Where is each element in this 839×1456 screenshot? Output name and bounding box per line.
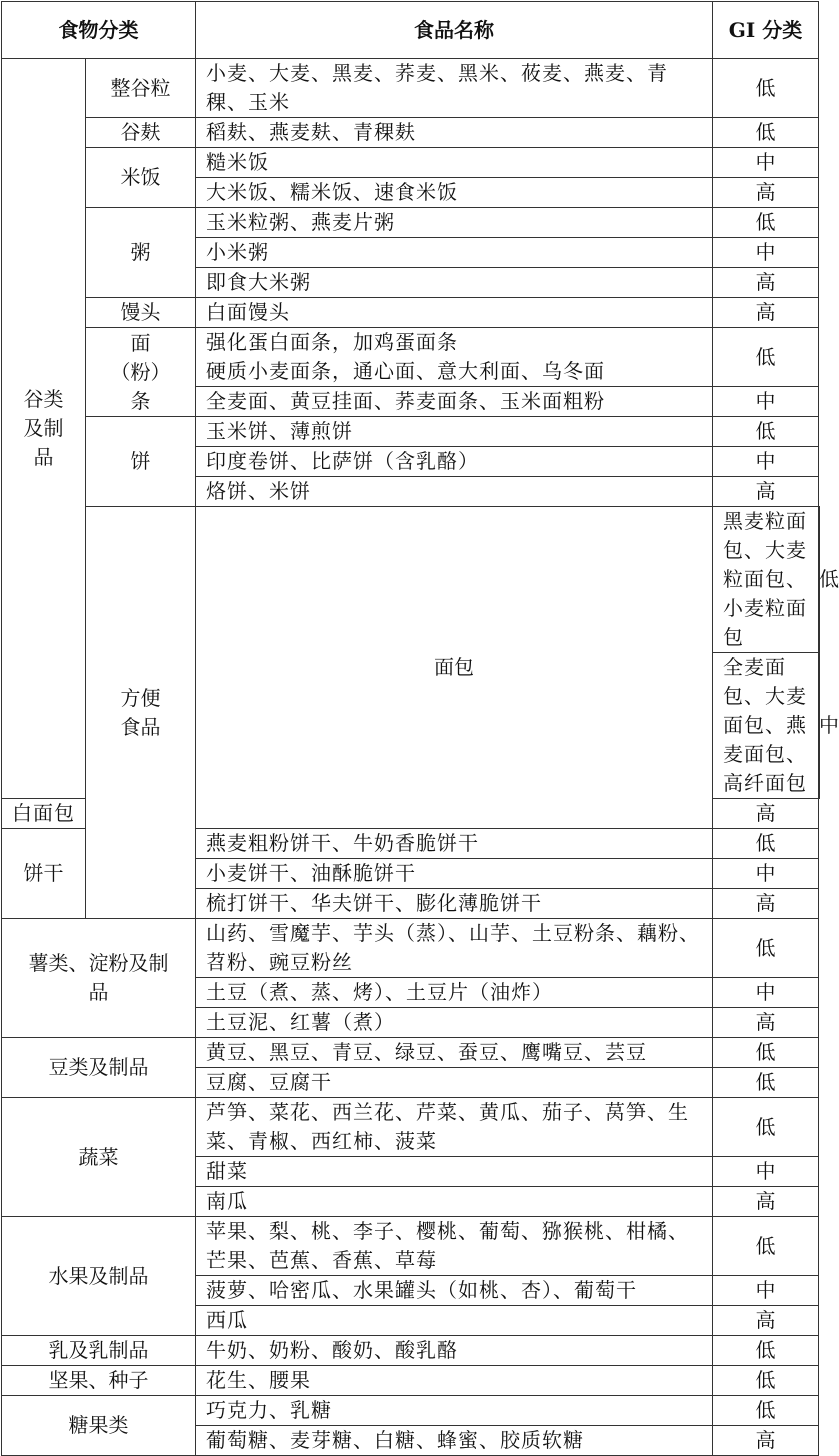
- gi-cell: 低: [713, 328, 819, 387]
- category-line: 方便: [120, 685, 161, 710]
- header-row: [2, 2, 820, 59]
- food-cell: 南瓜: [196, 1187, 713, 1217]
- header-category: 食物分类: [2, 2, 196, 59]
- food-cell: 全麦面包、大麦面包、燕麦面包、高纤面包: [713, 653, 819, 799]
- gi-cell: 低: [713, 919, 819, 978]
- subcategory-line: 面: [130, 330, 151, 355]
- category-line: 及制: [23, 416, 64, 440]
- gi-cell: 低: [713, 1396, 819, 1426]
- food-cell: 苹果、梨、桃、李子、樱桃、葡萄、猕猴桃、柑橘、芒果、芭蕉、香蕉、草莓: [196, 1217, 713, 1276]
- food-cell: 葡萄糖、麦芽糖、白糖、蜂蜜、胶质软糖: [196, 1426, 713, 1456]
- category-line: 谷类: [23, 387, 64, 411]
- subcategory-biscuit: 饼干: [2, 829, 86, 919]
- category-fruits: 水果及制品: [2, 1217, 196, 1336]
- food-cell: 巧克力、乳糖: [196, 1396, 713, 1426]
- table-row: [2, 1396, 820, 1426]
- food-cell: 燕麦粗粉饼干、牛奶香脆饼干: [196, 829, 713, 859]
- food-cell: 稻麸、燕麦麸、青稞麸: [196, 118, 713, 148]
- gi-cell: 中: [713, 1276, 819, 1306]
- gi-cell: 中: [713, 447, 819, 477]
- gi-cell: 高: [713, 178, 819, 208]
- gi-cell: 中: [713, 1157, 819, 1187]
- category-candy: 糖果类: [2, 1396, 196, 1456]
- category-line: 品: [33, 445, 54, 469]
- gi-cell: 高: [713, 1008, 819, 1038]
- table-row: [2, 118, 820, 148]
- gi-cell: 高: [713, 1306, 819, 1336]
- gi-cell: 高: [713, 268, 819, 298]
- food-cell: 糙米饭: [196, 148, 713, 178]
- gi-cell: 低: [713, 208, 819, 238]
- category-line: 食品: [120, 714, 161, 739]
- food-cell: 白面包: [2, 799, 86, 829]
- food-line: 强化蛋白面条，加鸡蛋面条: [206, 330, 458, 354]
- food-cell: [196, 328, 713, 387]
- subcategory-line: （粉）: [110, 359, 171, 384]
- table-row: [2, 507, 820, 653]
- food-cell: 土豆泥、红薯（煮）: [196, 1008, 713, 1038]
- subcategory-rice: 米饭: [86, 148, 196, 208]
- gi-cell: 高: [713, 889, 819, 919]
- category-tubers: [2, 919, 196, 1038]
- gi-cell: 低: [713, 417, 819, 447]
- food-cell: 白面馒头: [196, 298, 713, 328]
- subcategory-whole-grain: 整谷粒: [86, 59, 196, 118]
- gi-cell: 中: [713, 148, 819, 178]
- gi-cell: 低: [713, 118, 819, 148]
- food-cell: 西瓜: [196, 1306, 713, 1336]
- food-cell: 豆腐、豆腐干: [196, 1068, 713, 1098]
- gi-cell: 低: [713, 829, 819, 859]
- subcategory-noodle: [86, 328, 196, 417]
- category-legumes: 豆类及制品: [2, 1038, 196, 1098]
- food-cell: 小麦、大麦、黑麦、荞麦、黑米、莜麦、燕麦、青稞、玉米: [196, 59, 713, 118]
- gi-cell: 高: [713, 1187, 819, 1217]
- gi-cell: 低: [713, 1038, 819, 1068]
- food-cell: 牛奶、奶粉、酸奶、酸乳酪: [196, 1336, 713, 1366]
- table-row: [2, 417, 820, 447]
- gi-cell: 低: [713, 1217, 819, 1276]
- food-cell: 甜菜: [196, 1157, 713, 1187]
- subcategory-porridge: 粥: [86, 208, 196, 298]
- food-cell: 花生、腰果: [196, 1366, 713, 1396]
- food-cell: 小麦饼干、油酥脆饼干: [196, 859, 713, 889]
- subcategory-bread: 面包: [196, 507, 713, 829]
- gi-cell: 高: [713, 477, 819, 507]
- table-row: [2, 1336, 820, 1366]
- gi-cell: 低: [713, 59, 819, 118]
- food-cell: 黑麦粒面包、大麦粒面包、小麦粒面包: [713, 507, 819, 653]
- table-row: [2, 1098, 820, 1157]
- subcategory-mantou: 馒头: [86, 298, 196, 328]
- table-row: [2, 919, 820, 978]
- gi-cell: 低: [713, 1068, 819, 1098]
- table-row: [2, 1217, 820, 1276]
- food-cell: 小米粥: [196, 238, 713, 268]
- gi-cell: 高: [713, 1426, 819, 1456]
- table-row: [2, 1366, 820, 1396]
- food-cell: 山药、雪魔芋、芋头（蒸）、山芋、土豆粉条、藕粉、苕粉、豌豆粉丝: [196, 919, 713, 978]
- gi-classification-table: [1, 1, 839, 1456]
- food-cell: 印度卷饼、比萨饼（含乳酪）: [196, 447, 713, 477]
- gi-cell: 低: [713, 1098, 819, 1157]
- food-cell: 菠萝、哈密瓜、水果罐头（如桃、杏）、葡萄干: [196, 1276, 713, 1306]
- table-row: [2, 328, 820, 387]
- category-grains: [2, 59, 86, 799]
- gi-cell: 中: [713, 238, 819, 268]
- food-cell: 玉米饼、薄煎饼: [196, 417, 713, 447]
- category-convenience: [86, 507, 196, 919]
- food-cell: 大米饭、糯米饭、速食米饭: [196, 178, 713, 208]
- category-line: 薯类、淀粉及制: [28, 951, 169, 975]
- food-cell: 即食大米粥: [196, 268, 713, 298]
- table-row: [2, 148, 820, 178]
- food-cell: 梳打饼干、华夫饼干、膨化薄脆饼干: [196, 889, 713, 919]
- gi-cell: 高: [713, 799, 819, 829]
- gi-cell: 中: [819, 653, 820, 799]
- gi-cell: 低: [713, 1366, 819, 1396]
- subcategory-pancake: 饼: [86, 417, 196, 507]
- food-cell: 全麦面、黄豆挂面、荞麦面条、玉米面粗粉: [196, 387, 713, 417]
- food-cell: 土豆（煮、蒸、烤）、土豆片（油炸）: [196, 978, 713, 1008]
- subcategory-line: 条: [130, 388, 151, 413]
- table-row: [2, 59, 820, 118]
- food-cell: 黄豆、黑豆、青豆、绿豆、蚕豆、鹰嘴豆、芸豆: [196, 1038, 713, 1068]
- gi-cell: 低: [713, 1336, 819, 1366]
- food-cell: 烙饼、米饼: [196, 477, 713, 507]
- subcategory-bran: 谷麸: [86, 118, 196, 148]
- table-row: [2, 208, 820, 238]
- food-line: 硬质小麦面条，通心面、意大利面、乌冬面: [206, 359, 605, 383]
- gi-cell: 中: [713, 387, 819, 417]
- table-row: [2, 298, 820, 328]
- gi-cell: 中: [713, 978, 819, 1008]
- food-cell: 芦笋、菜花、西兰花、芹菜、黄瓜、茄子、莴笋、生菜、青椒、西红柿、菠菜: [196, 1098, 713, 1157]
- category-line: 品: [88, 980, 109, 1004]
- gi-cell: 低: [819, 507, 820, 653]
- table-row: [2, 1038, 820, 1068]
- category-nuts: 坚果、种子: [2, 1366, 196, 1396]
- header-food-name: 食品名称: [196, 2, 713, 59]
- gi-cell: 中: [713, 859, 819, 889]
- header-gi: GI 分类: [713, 2, 819, 59]
- gi-cell: 高: [713, 298, 819, 328]
- category-dairy: 乳及乳制品: [2, 1336, 196, 1366]
- food-cell: 玉米粒粥、燕麦片粥: [196, 208, 713, 238]
- category-vegetables: 蔬菜: [2, 1098, 196, 1217]
